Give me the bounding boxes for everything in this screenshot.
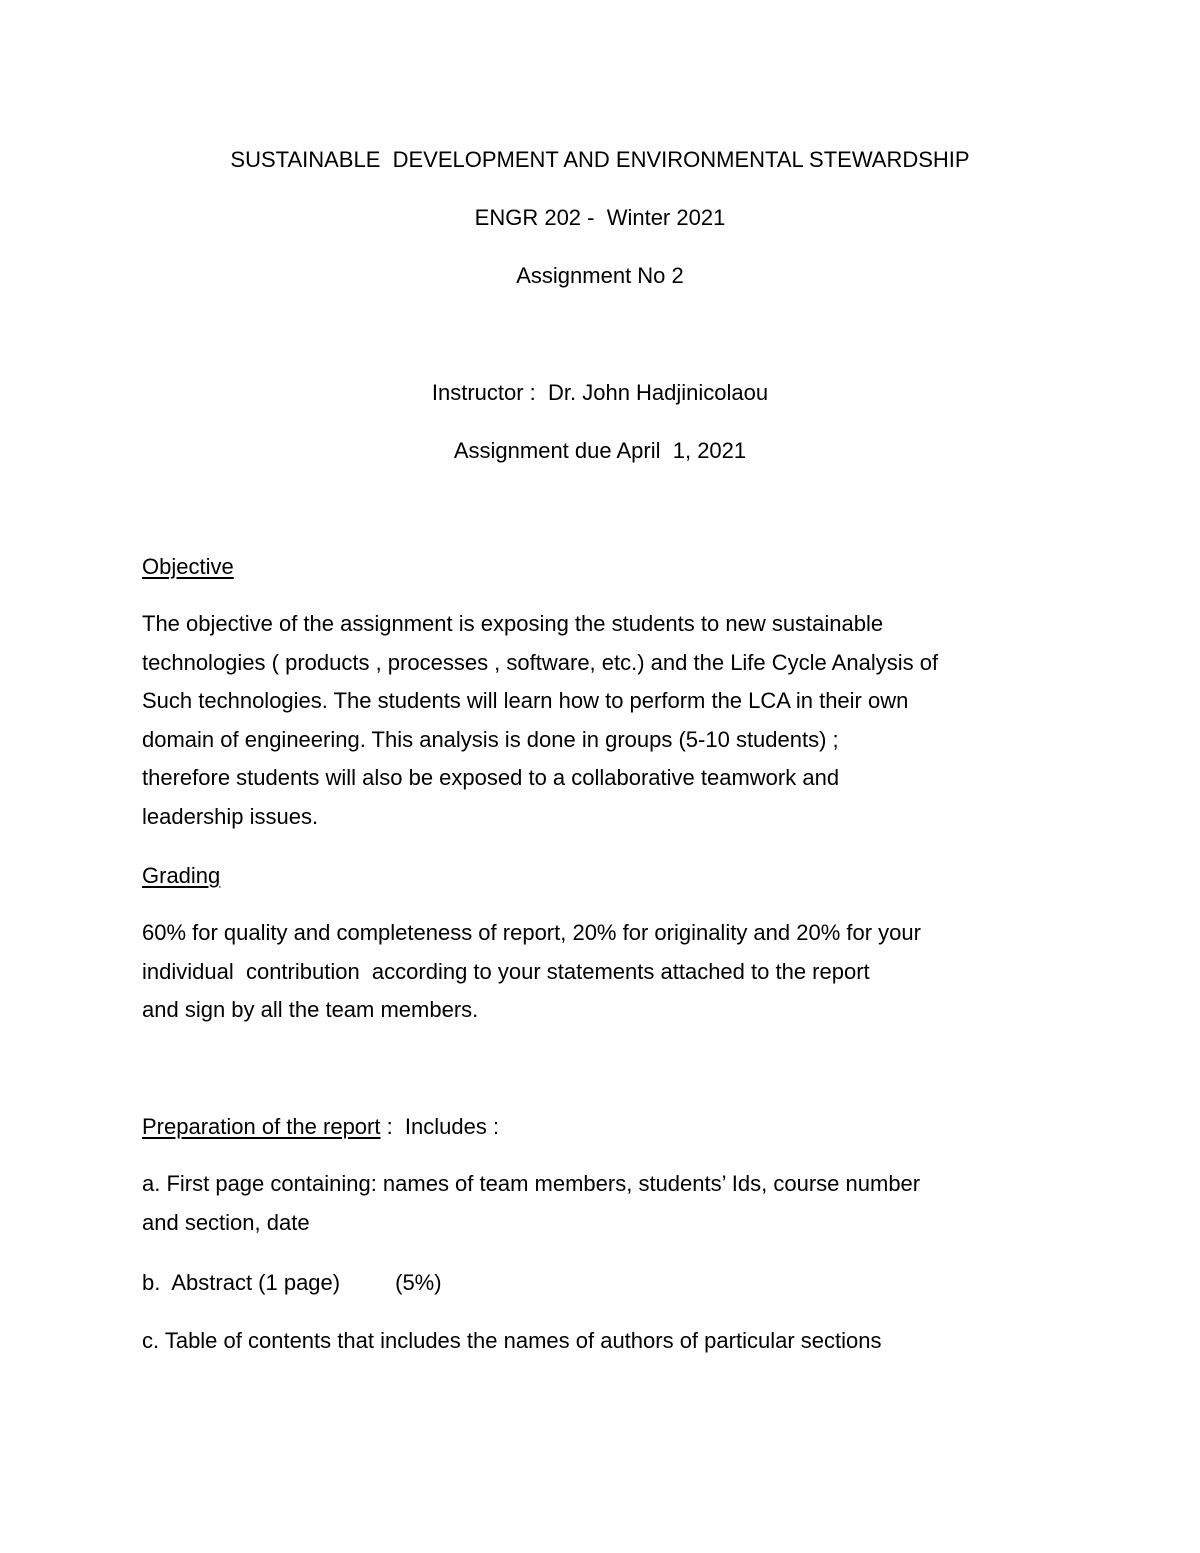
grading-heading: Grading [142, 863, 221, 888]
objective-line: domain of engineering. This analysis is done in groups (5-10 students) ; [142, 726, 839, 752]
preparation-item-b: b. Abstract (1 page) (5%) [142, 1270, 442, 1295]
objective-heading: Objective [142, 554, 234, 579]
due-date-line: Assignment due April 1, 2021 [453, 438, 747, 463]
preparation-heading: Preparation of the report [142, 1114, 381, 1139]
preparation-heading-row [142, 1113, 499, 1141]
preparation-item-c: c. Table of contents that includes the names of authors of particular sections [142, 1328, 882, 1353]
grading-line: individual contribution according to your statements attached to the report [142, 958, 870, 984]
preparation-heading-suffix: : Includes : [380, 1114, 500, 1139]
item-a-line: a. First page containing: names of team members, students’ Ids, course number [142, 1171, 921, 1196]
grading-line: and sign by all the team members. [142, 997, 479, 1023]
objective-paragraph [142, 605, 1082, 837]
item-a-line: and section, date [142, 1209, 310, 1235]
objective-line: leadership issues. [142, 803, 319, 829]
instructor-line: Instructor : Dr. John Hadjinicolaou [431, 380, 769, 405]
objective-line: The objective of the assignment is exposing the students to new sustainable [142, 611, 884, 636]
objective-line: Such technologies. The students will learn how to perform the LCA in their own [142, 688, 909, 714]
objective-line: technologies ( products , processes , software, etc.) and the Life Cycle Analysis of [142, 649, 939, 675]
grading-line: 60% for quality and completeness of report, 20% for originality and 20% for your [142, 920, 921, 945]
objective-line: therefore students will also be exposed to a collaborative teamwork and [142, 765, 840, 791]
grading-paragraph [142, 914, 1082, 1030]
assignment-number: Assignment No 2 [516, 263, 684, 288]
preparation-item-a [142, 1165, 1082, 1242]
course-line: ENGR 202 - Winter 2021 [474, 205, 726, 230]
document-title: SUSTAINABLE DEVELOPMENT AND ENVIRONMENTAL STEWARDSHIP [230, 147, 970, 172]
